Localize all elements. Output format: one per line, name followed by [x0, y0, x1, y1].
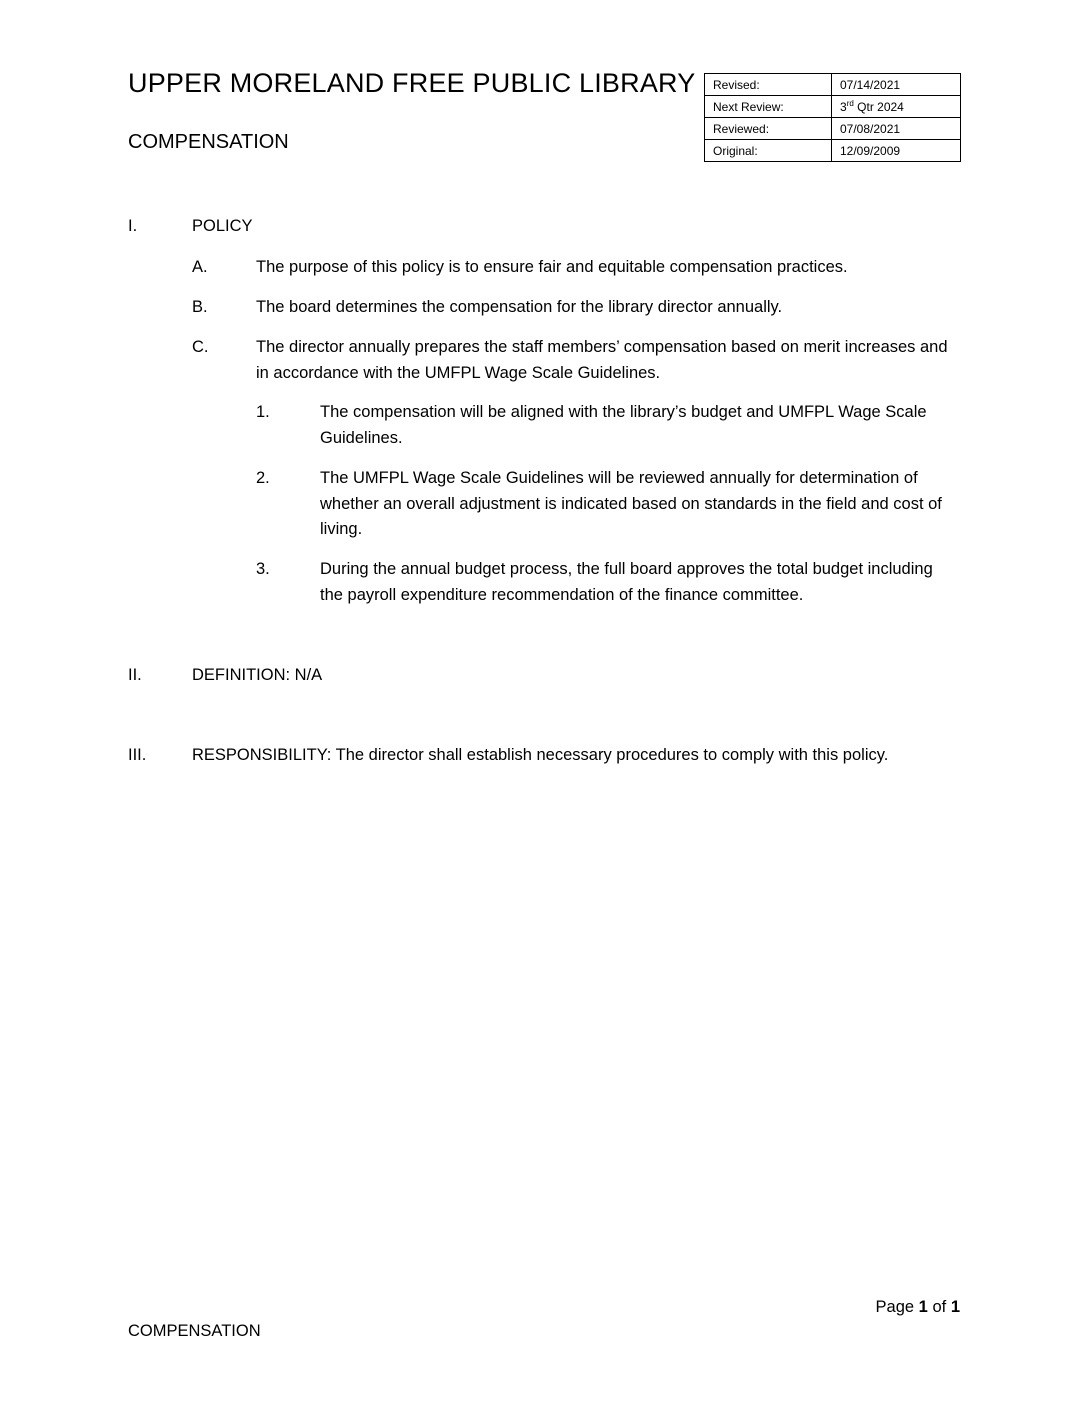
- section-number: III.: [128, 746, 147, 764]
- policy-item-text: The purpose of this policy is to ensure fair and equitable compensation practices.: [256, 258, 848, 276]
- subitem-number: 3.: [256, 560, 270, 578]
- review-value-suffix: Qtr 2024: [853, 100, 904, 114]
- policy-item-text: The director annually prepares the staff members’ compensation based on merit increases and in accordance with the UMFPL Wage Scale Guidelines.: [256, 338, 948, 382]
- section-number: I.: [128, 217, 138, 235]
- page-current: 1: [918, 1298, 928, 1316]
- page-total: 1: [950, 1298, 960, 1316]
- review-row-next-review: [705, 96, 961, 118]
- review-value-superscript: rd: [846, 99, 854, 108]
- section-number: II.: [128, 666, 142, 684]
- section-heading-definition: DEFINITION: N/A: [192, 666, 323, 684]
- section-heading-responsibility: RESPONSIBILITY: The director shall establish necessary procedures to comply with this policy.: [192, 746, 889, 764]
- review-value: 12/09/2009: [832, 140, 961, 162]
- page-of: of: [932, 1298, 947, 1316]
- organization-title: UPPER MORELAND FREE PUBLIC LIBRARY: [128, 68, 696, 98]
- review-value-prefix: 3: [840, 100, 847, 114]
- policy-subitem-text: The compensation will be aligned with the library’s budget and UMFPL Wage Scale Guidelines.: [320, 403, 927, 447]
- review-row-reviewed: [705, 118, 961, 140]
- item-letter: A.: [192, 258, 208, 276]
- review-label: Original:: [705, 140, 832, 162]
- policy-subitem-text: During the annual budget process, the full board approves the total budget including the payroll expenditure recommendation of the finance committee.: [320, 560, 933, 604]
- review-value: 07/14/2021: [832, 74, 961, 96]
- subitem-number: 1.: [256, 403, 270, 421]
- page-number: [876, 1298, 960, 1317]
- page-label: Page: [875, 1298, 915, 1316]
- item-letter: B.: [192, 298, 208, 316]
- review-label: Next Review:: [705, 96, 832, 118]
- policy-item-text: The board determines the compensation for the library director annually.: [256, 298, 783, 316]
- section-heading-policy: POLICY: [192, 217, 253, 235]
- review-dates-table: [704, 73, 961, 162]
- item-letter: C.: [192, 338, 209, 356]
- review-label: Reviewed:: [705, 118, 832, 140]
- document-title: COMPENSATION: [128, 131, 289, 153]
- subitem-number: 2.: [256, 469, 270, 487]
- review-row-revised: [705, 74, 961, 96]
- review-row-original: [705, 140, 961, 162]
- review-value: [832, 96, 961, 118]
- review-label: Revised:: [705, 74, 832, 96]
- footer-document-name: COMPENSATION: [128, 1322, 261, 1340]
- review-value: 07/08/2021: [832, 118, 961, 140]
- policy-subitem-text: The UMFPL Wage Scale Guidelines will be reviewed annually for determination of whether an overall adjustment is indicated based on standards in the field and cost of living.: [320, 469, 942, 538]
